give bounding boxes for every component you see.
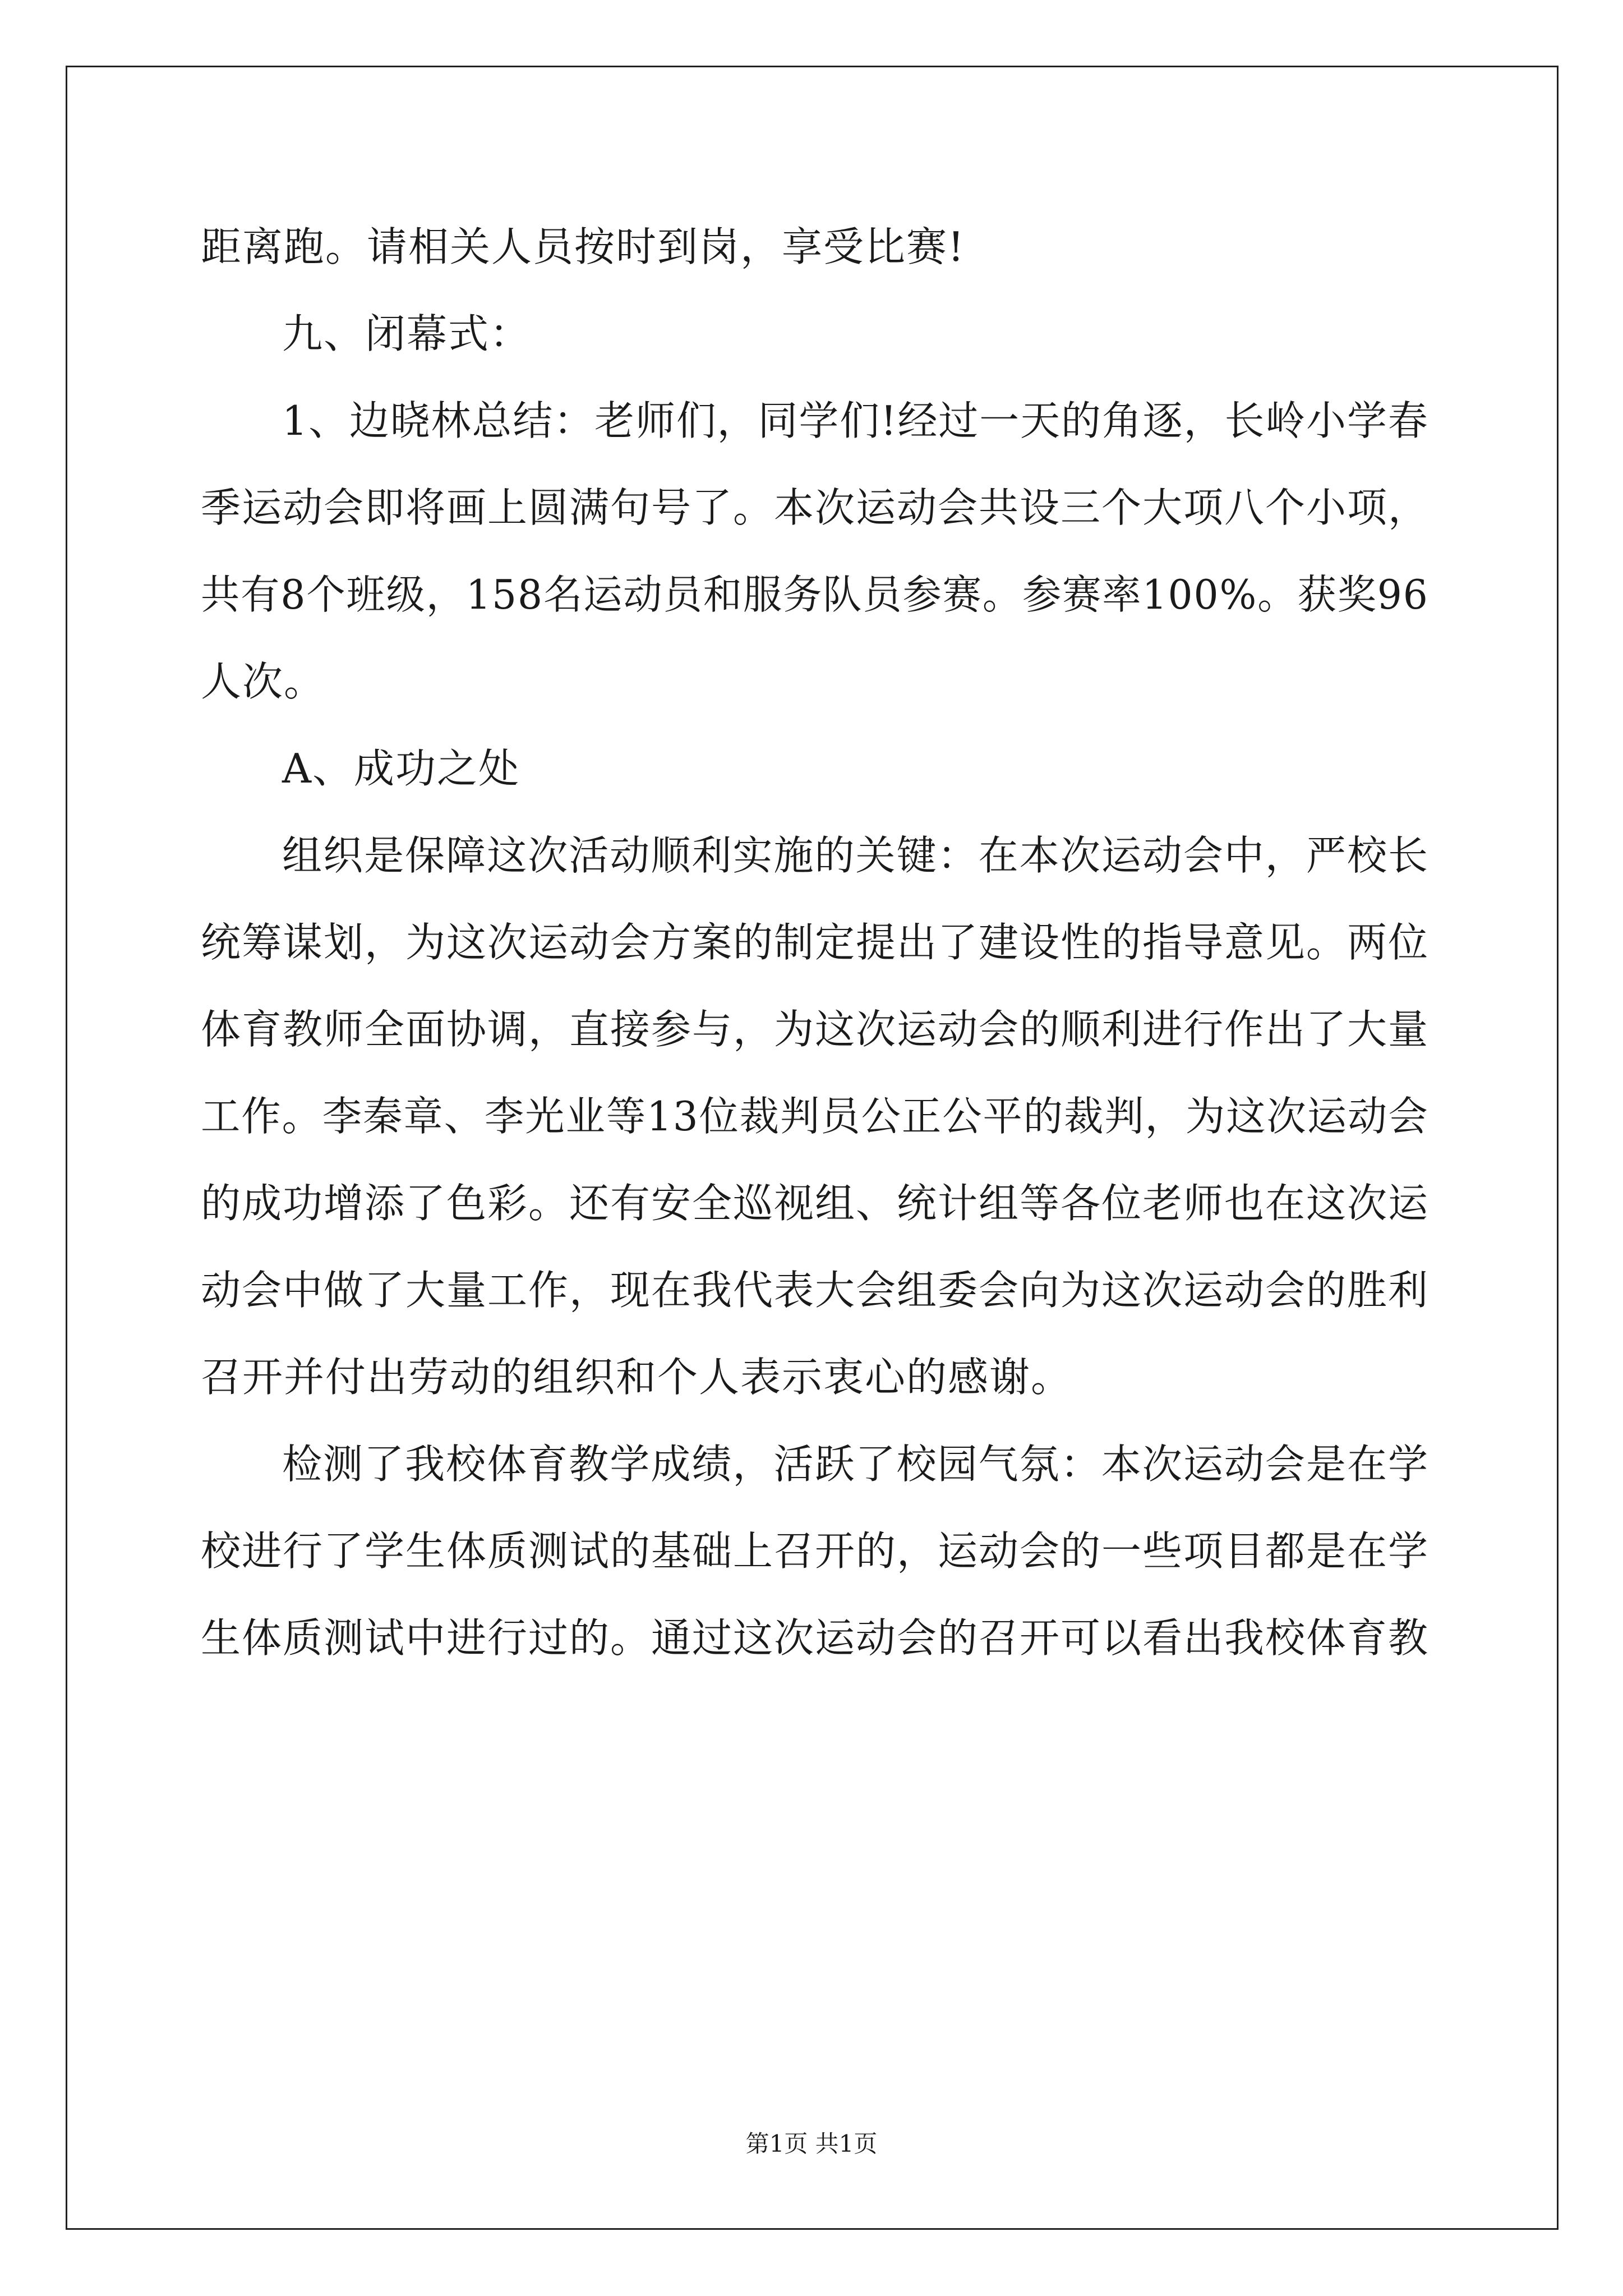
paragraph-line: 共有8个班级，158名运动员和服务队员参赛。参赛率100%。获奖96 [201, 571, 1429, 618]
paragraph-line: 季运动会即将画上圆满句号了。本次运动会共设三个大项八个小项， [201, 484, 1430, 531]
paragraph-line: 体育教师全面协调，直接参与，为这次运动会的顺利进行作出了大量 [201, 1006, 1430, 1053]
paragraph-line: 的成功增添了色彩。还有安全巡视组、统计组等各位老师也在这次运 [201, 1180, 1430, 1227]
page-number-footer: 第1页 共1页 [745, 2130, 878, 2157]
paragraph-line: 组织是保障这次活动顺利实施的关键：在本次运动会中，严校长 [282, 832, 1430, 879]
text-line: 距离跑。请相关人员按时到岗，享受比赛! [201, 223, 965, 270]
paragraph-line: 生体质测试中进行过的。通过这次运动会的召开可以看出我校体育教 [201, 1614, 1430, 1662]
subsection-heading-success: A、成功之处 [282, 745, 520, 792]
paragraph-line: 人次。 [201, 658, 326, 705]
paragraph-line: 1、边晓林总结：老师们，同学们!经过一天的角逐，长岭小学春 [282, 397, 1429, 444]
section-heading-closing: 九、闭幕式： [282, 310, 532, 357]
paragraph-line: 检测了我校体育教学成绩，活跃了校园气氛：本次运动会是在学 [282, 1441, 1430, 1488]
paragraph-line: 工作。李秦章、李光业等13位裁判员公正公平的裁判，为这次运动会 [201, 1093, 1429, 1140]
paragraph-line: 召开并付出劳动的组织和个人表示衷心的感谢。 [201, 1354, 1073, 1401]
paragraph-line: 动会中做了大量工作，现在我代表大会组委会向为这次运动会的胜利 [201, 1267, 1430, 1314]
paragraph-line: 校进行了学生体质测试的基础上召开的，运动会的一些项目都是在学 [201, 1527, 1430, 1575]
paragraph-line: 统筹谋划，为这次运动会方案的制定提出了建设性的指导意见。两位 [201, 919, 1430, 966]
